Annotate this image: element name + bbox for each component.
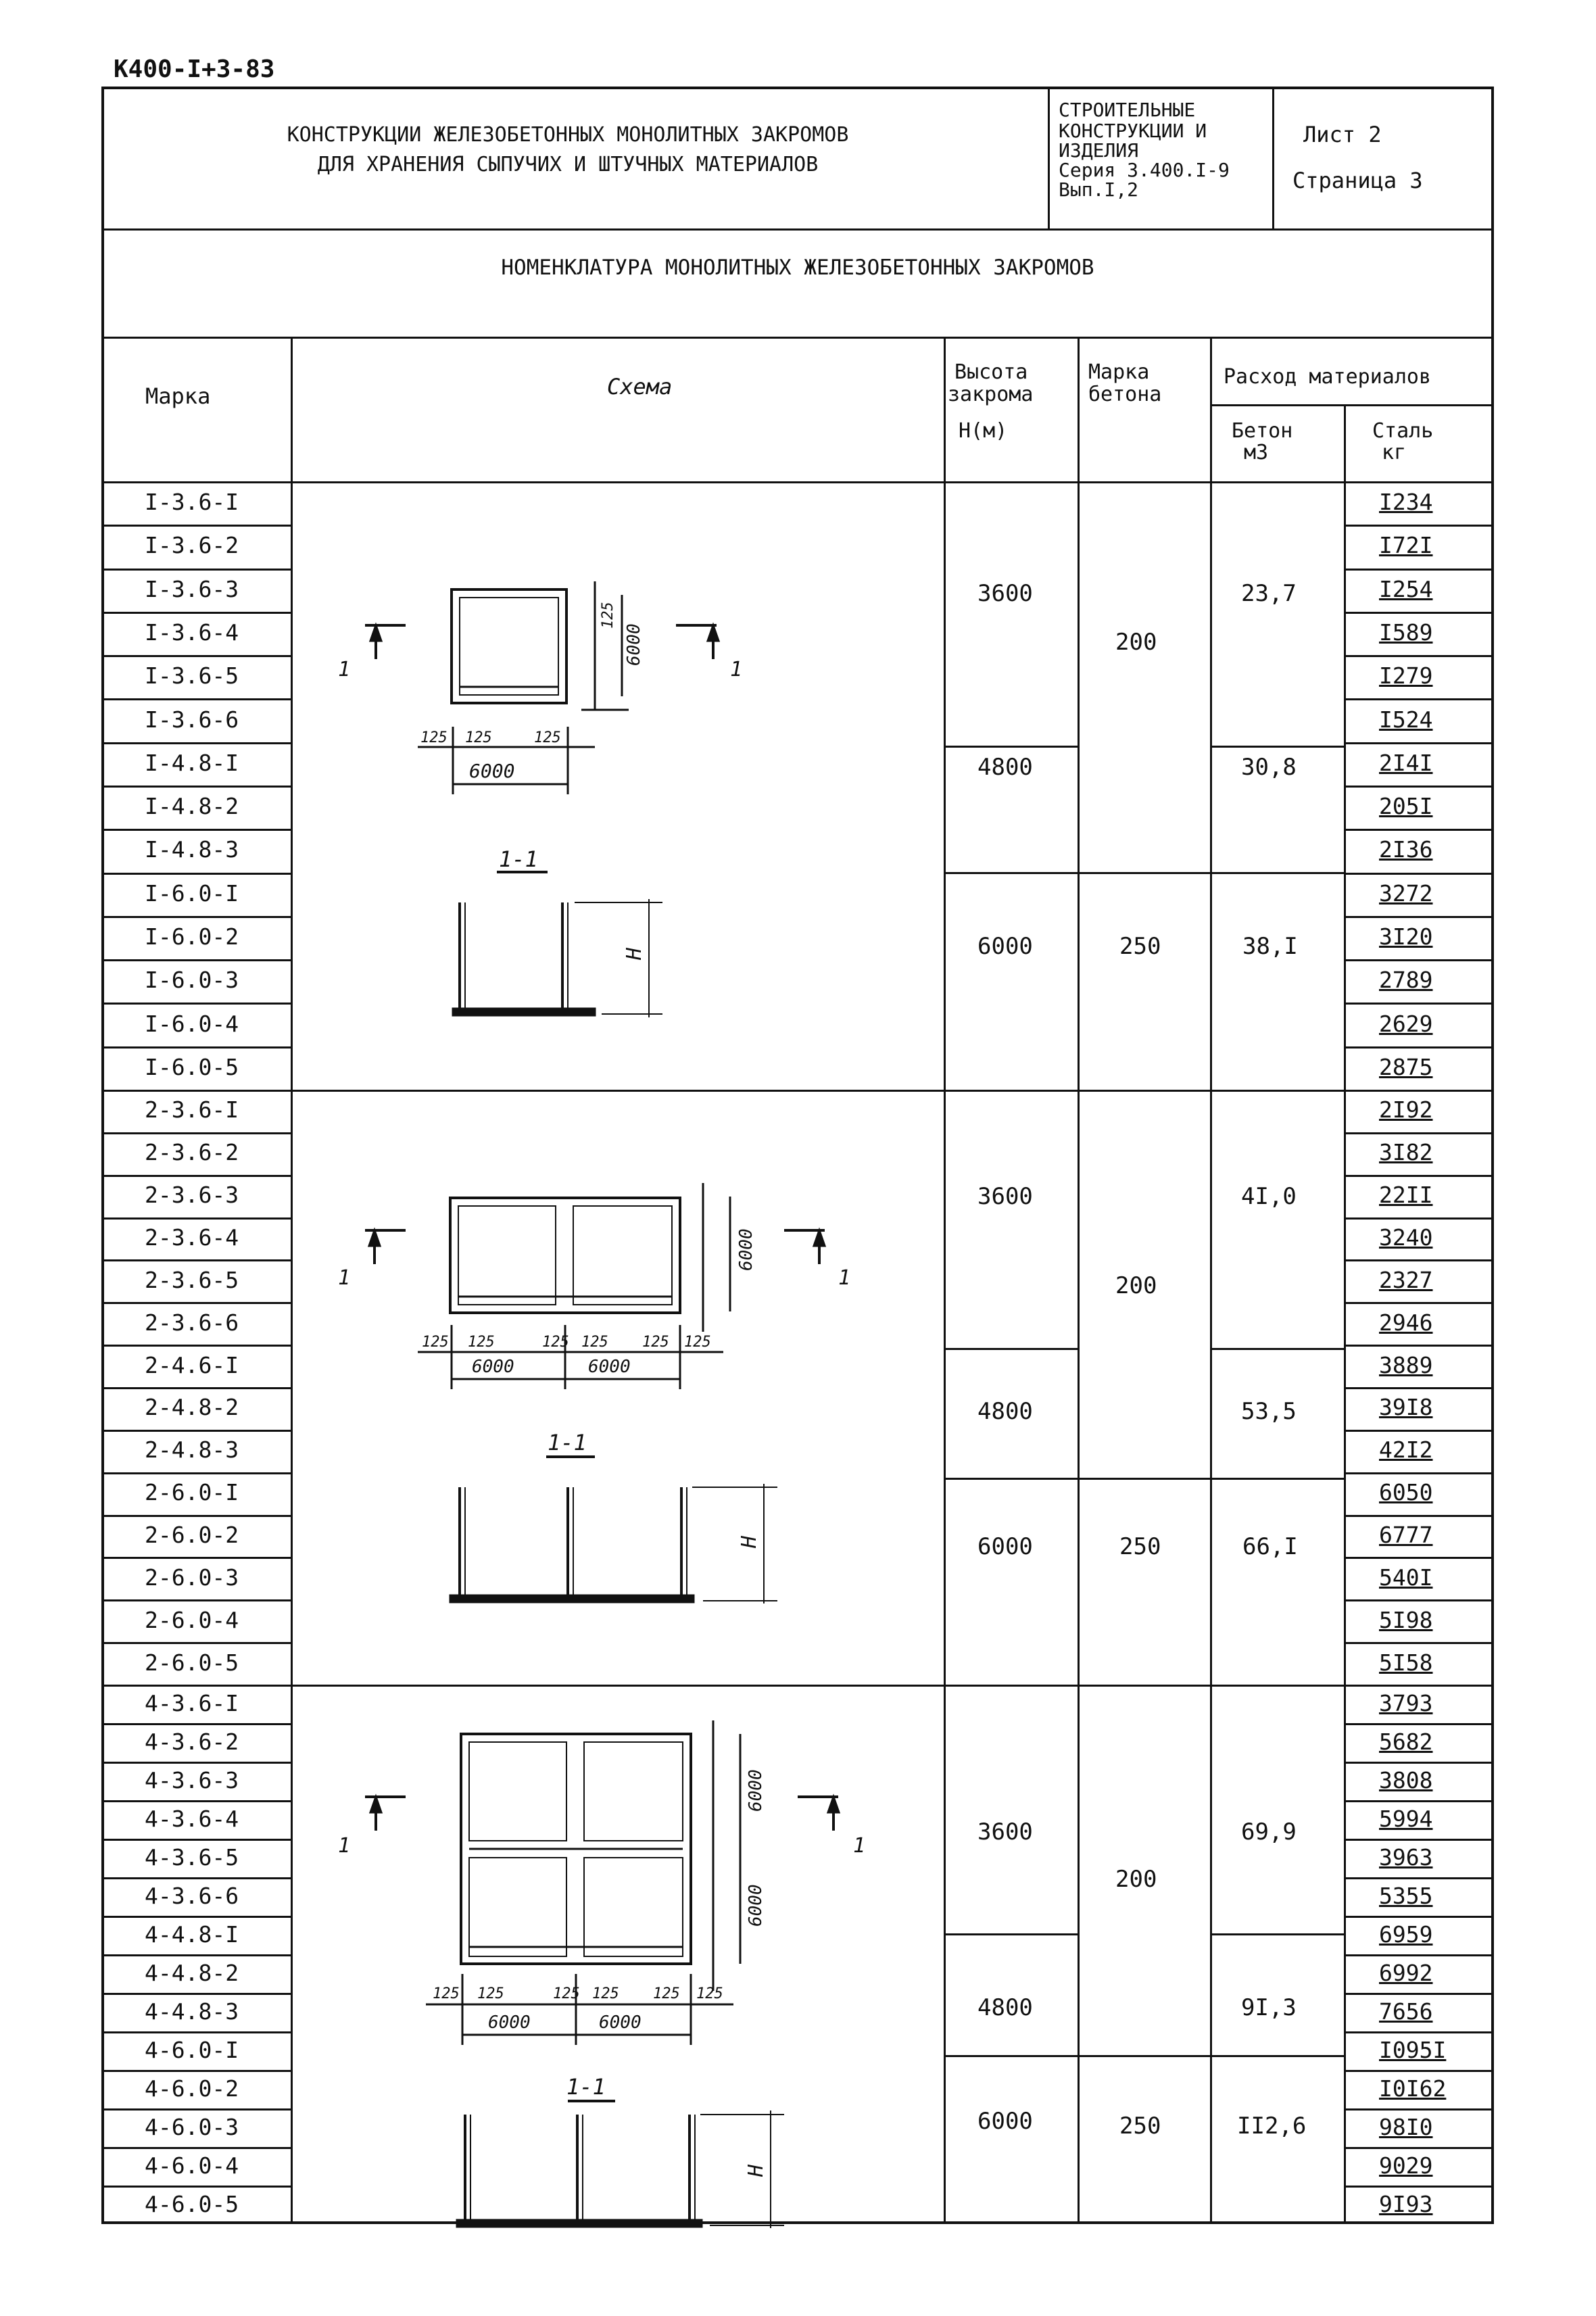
g3-dim-6000-bottom: 6000 (746, 1884, 766, 1927)
row-steel: 3963 (1379, 1843, 1433, 1871)
row-mark: І-4.8-2 (145, 793, 239, 820)
series-line-5: Вып.І,2 (1059, 178, 1139, 201)
row-divider-steel (1344, 1345, 1494, 1347)
g3-wall-3: 125 (553, 1985, 580, 2002)
row-mark: І-6.0-3 (145, 967, 239, 994)
col-header-height-1: Высота (954, 360, 1028, 384)
row-mark: І-4.8-І (145, 749, 239, 776)
g2-height-3600: 3600 (977, 1183, 1033, 1210)
g2-grade-200: 200 (1115, 1272, 1157, 1299)
row-mark: 2-4.8-2 (145, 1394, 239, 1421)
g3-wall-5: 125 (653, 1985, 680, 2002)
document-code: К400-І+3-83 (114, 55, 275, 83)
row-mark: 2-3.6-6 (145, 1309, 239, 1336)
row-steel: 7656 (1379, 1998, 1433, 2025)
g2-section-mark-left: 1 (338, 1266, 351, 1290)
g3-dim-6000-top: 6000 (746, 1769, 766, 1812)
row-divider-steel (1344, 2031, 1494, 2033)
series-line-3: ИЗДЕЛИЯ (1059, 139, 1139, 162)
g2-grade-250: 250 (1119, 1533, 1161, 1560)
row-divider-mark (101, 1839, 291, 1841)
row-divider-mark (101, 1302, 291, 1304)
row-divider-steel (1344, 1642, 1494, 1644)
row-steel: 6992 (1379, 1959, 1433, 1986)
g1-section-title: 1-1 (499, 846, 538, 872)
row-divider-steel (1344, 1723, 1494, 1725)
row-divider-steel (1344, 525, 1494, 527)
row-divider-mark (101, 786, 291, 788)
row-mark: 4-3.6-2 (145, 1728, 239, 1755)
col-header-scheme: Схема (607, 374, 673, 400)
row-steel: І095І (1379, 2036, 1447, 2063)
row-divider-mark (101, 1175, 291, 1177)
row-divider-steel (1344, 1132, 1494, 1134)
row-divider-mark (101, 829, 291, 831)
row-mark: 2-3.6-5 (145, 1266, 239, 1293)
row-divider-steel (1344, 916, 1494, 918)
g2-wall-5: 125 (642, 1334, 669, 1351)
g1-span-label: 6000 (469, 760, 515, 782)
row-mark: 2-6.0-5 (145, 1649, 239, 1676)
g1-wall-2: 125 (465, 729, 492, 746)
row-steel: І0І62 (1379, 2075, 1447, 2102)
row-divider-mark (101, 1800, 291, 1802)
row-divider-steel (1344, 1993, 1494, 1995)
row-steel: І254 (1379, 575, 1433, 602)
row-divider-mark (101, 873, 291, 875)
row-divider-mark (101, 2147, 291, 2149)
row-steel: 2І36 (1379, 836, 1433, 863)
row-steel: 3272 (1379, 879, 1433, 907)
g1-height-label: H (623, 947, 646, 960)
row-divider-steel (1344, 1217, 1494, 1220)
row-divider-steel (1344, 2108, 1494, 2110)
row-steel: 42І2 (1379, 1437, 1433, 1464)
row-divider-steel (1344, 655, 1494, 657)
row-divider-mark (101, 1217, 291, 1220)
row-steel: 3І82 (1379, 1139, 1433, 1166)
row-divider-steel (1344, 1387, 1494, 1389)
row-mark: 4-4.8-2 (145, 1959, 239, 1986)
row-mark: І-6.0-2 (145, 923, 239, 950)
row-mark: І-3.6-5 (145, 662, 239, 690)
g3-height-label: H (744, 2164, 768, 2177)
g1-height-4800: 4800 (977, 754, 1033, 781)
row-divider-steel (1344, 1175, 1494, 1177)
row-mark: 2-4.8-3 (145, 1437, 239, 1464)
row-mark: 4-3.6-4 (145, 1805, 239, 1832)
col-header-materials: Расход материалов (1224, 365, 1432, 389)
row-divider-steel (1344, 612, 1494, 614)
g3-height-6000: 6000 (977, 2108, 1033, 2135)
g2-wall-4: 125 (581, 1334, 608, 1351)
g2-height-4800: 4800 (977, 1398, 1033, 1425)
row-divider-steel (1344, 698, 1494, 700)
row-divider-steel (1344, 742, 1494, 744)
g3-section-title: 1-1 (566, 2074, 606, 2100)
row-divider-mark (101, 959, 291, 961)
row-mark: 2-6.0-4 (145, 1606, 239, 1633)
row-divider-mark (101, 916, 291, 918)
g2-concrete-2: 53,5 (1241, 1398, 1297, 1425)
row-steel: 6777 (1379, 1522, 1433, 1548)
row-divider-steel (1344, 1839, 1494, 1841)
row-steel: 2875 (1379, 1053, 1433, 1080)
row-mark: І-6.0-І (145, 879, 239, 907)
row-mark: 4-4.8-І (145, 1921, 239, 1948)
row-steel: 205І (1379, 793, 1433, 820)
row-mark: І-3.6-6 (145, 706, 239, 733)
row-divider-mark (101, 742, 291, 744)
row-divider-mark (101, 612, 291, 614)
row-divider-mark (101, 1954, 291, 1956)
g1-section-mark-right: 1 (730, 658, 743, 681)
row-divider-mark (101, 1916, 291, 1918)
g1-dim-6000: 6000 (624, 623, 644, 666)
row-steel: 2І92 (1379, 1096, 1433, 1124)
g3-section-mark-right: 1 (853, 1834, 866, 1858)
col-header-steel-2: кг (1382, 441, 1407, 464)
row-steel: І524 (1379, 706, 1433, 733)
sheet-number: Лист 2 (1303, 122, 1382, 147)
row-steel: 3889 (1379, 1351, 1433, 1378)
row-mark: І-3.6-4 (145, 619, 239, 646)
row-divider-mark (101, 1003, 291, 1005)
g2-span-label-1: 6000 (472, 1357, 514, 1377)
g2-height-label: H (737, 1535, 761, 1548)
row-steel: 5І98 (1379, 1606, 1433, 1633)
row-divider-steel (1344, 873, 1494, 875)
row-divider-mark (101, 1132, 291, 1134)
row-mark: І-4.8-3 (145, 836, 239, 863)
g3-wall-2: 125 (477, 1985, 504, 2002)
row-steel: 6959 (1379, 1921, 1433, 1948)
row-steel: 2327 (1379, 1266, 1433, 1293)
g3-wall-4: 125 (592, 1985, 619, 2002)
row-steel: 9І93 (1379, 2190, 1433, 2217)
row-divider-mark (101, 1515, 291, 1517)
col-header-concrete-1: Бетон (1232, 419, 1293, 443)
row-mark: 2-4.6-І (145, 1351, 239, 1378)
row-steel: 2І4І (1379, 749, 1433, 776)
series-line-4: Серия 3.400.І-9 (1059, 159, 1230, 181)
row-divider-steel (1344, 1762, 1494, 1764)
g1-section-mark-left: 1 (338, 658, 351, 681)
g3-height-4800: 4800 (977, 1994, 1033, 2021)
row-divider-steel (1344, 786, 1494, 788)
header-title-line-2: ДЛЯ ХРАНЕНИЯ СЫПУЧИХ И ШТУЧНЫХ МАТЕРИАЛОВ (317, 153, 819, 176)
g1-wall-3: 125 (534, 729, 561, 746)
row-mark: І-3.6-3 (145, 575, 239, 602)
row-divider-mark (101, 1046, 291, 1048)
row-divider-mark (101, 1599, 291, 1601)
col-header-grade-1: Марка (1088, 360, 1150, 384)
row-divider-mark (101, 525, 291, 527)
row-divider-mark (101, 1345, 291, 1347)
g1-concrete-1: 23,7 (1241, 580, 1297, 607)
row-steel: 3808 (1379, 1766, 1433, 1793)
col-header-steel-1: Сталь (1372, 419, 1434, 443)
g3-concrete-2: 9І,3 (1241, 1994, 1297, 2021)
row-mark: 2-6.0-3 (145, 1564, 239, 1591)
row-divider-steel (1344, 959, 1494, 961)
g2-wall-6: 125 (684, 1334, 711, 1351)
g2-section-title: 1-1 (548, 1430, 587, 1455)
row-divider-mark (101, 569, 291, 571)
g2-wall-2: 125 (468, 1334, 495, 1351)
row-divider-mark (101, 2186, 291, 2188)
g1-grade-250: 250 (1119, 933, 1161, 960)
section-title: НОМЕНКЛАТУРА МОНОЛИТНЫХ ЖЕЛЕЗОБЕТОННЫХ ЗАКРОМОВ (501, 256, 1094, 280)
g1-wall-1: 125 (420, 729, 448, 746)
col-header-concrete-2: м3 (1244, 441, 1269, 464)
g2-dim-6000: 6000 (736, 1228, 756, 1271)
col-header-grade-2: бетона (1088, 383, 1162, 406)
row-mark: 2-3.6-4 (145, 1224, 239, 1251)
g2-concrete-3: 66,І (1242, 1533, 1298, 1560)
g3-span-label-1: 6000 (488, 2012, 531, 2033)
g2-concrete-1: 4І,0 (1241, 1183, 1297, 1210)
row-steel: 98І0 (1379, 2113, 1433, 2140)
row-steel: 5682 (1379, 1728, 1433, 1755)
row-mark: 2-3.6-2 (145, 1139, 239, 1166)
row-divider-steel (1344, 1916, 1494, 1918)
row-divider-mark (101, 2108, 291, 2110)
row-divider-steel (1344, 569, 1494, 571)
row-divider-steel (1344, 1046, 1494, 1048)
row-divider-steel (1344, 1800, 1494, 1802)
row-steel: 22ІІ (1379, 1182, 1433, 1209)
row-mark: 4-3.6-5 (145, 1843, 239, 1871)
row-mark: 4-3.6-3 (145, 1766, 239, 1793)
row-mark: 4-6.0-4 (145, 2152, 239, 2179)
g1-grade-200: 200 (1115, 629, 1157, 656)
g3-section-mark-left: 1 (338, 1834, 351, 1858)
row-steel: 2629 (1379, 1010, 1433, 1037)
row-divider-mark (101, 1387, 291, 1389)
row-divider-mark (101, 1642, 291, 1644)
row-divider-mark (101, 1259, 291, 1261)
g1-height-6000: 6000 (977, 933, 1033, 960)
g2-height-6000: 6000 (977, 1533, 1033, 1560)
row-mark: І-6.0-4 (145, 1010, 239, 1037)
row-divider-steel (1344, 1003, 1494, 1005)
g1-concrete-3: 38,І (1242, 933, 1298, 960)
row-mark: 4-6.0-2 (145, 2075, 239, 2102)
header-title-line-1: КОНСТРУКЦИИ ЖЕЛЕЗОБЕТОННЫХ МОНОЛИТНЫХ ЗАКРОМОВ (287, 123, 849, 147)
g3-grade-200: 200 (1115, 1866, 1157, 1893)
row-mark: І-3.6-2 (145, 532, 239, 559)
g3-wall-6: 125 (696, 1985, 723, 2002)
row-mark: 4-6.0-І (145, 2036, 239, 2063)
row-divider-mark (101, 1877, 291, 1879)
page-number: Страница 3 (1292, 168, 1423, 193)
row-mark: 4-4.8-3 (145, 1998, 239, 2025)
row-steel: 3І20 (1379, 923, 1433, 950)
row-mark: 4-6.0-3 (145, 2113, 239, 2140)
g3-wall-1: 125 (433, 1985, 460, 2002)
row-steel: 9029 (1379, 2152, 1433, 2179)
row-steel: 2789 (1379, 967, 1433, 994)
row-divider-steel (1344, 1557, 1494, 1559)
row-mark: 4-3.6-І (145, 1689, 239, 1716)
row-divider-mark (101, 1472, 291, 1474)
row-divider-mark (101, 1762, 291, 1764)
row-divider-mark (101, 655, 291, 657)
row-mark: 2-3.6-3 (145, 1182, 239, 1209)
row-divider-steel (1344, 1259, 1494, 1261)
g3-concrete-3: ІІ2,6 (1237, 2113, 1307, 2140)
col-header-mark: Марка (145, 383, 211, 409)
g2-wall-3: 125 (542, 1334, 569, 1351)
g1-wall-4: 125 (600, 602, 616, 629)
row-steel: І279 (1379, 662, 1433, 690)
g2-span-label-2: 6000 (588, 1357, 631, 1377)
row-divider-steel (1344, 1954, 1494, 1956)
row-mark: 4-3.6-6 (145, 1882, 239, 1909)
g3-span-label-2: 6000 (599, 2012, 642, 2033)
row-divider-steel (1344, 1430, 1494, 1432)
row-steel: 5994 (1379, 1805, 1433, 1832)
row-steel: 3240 (1379, 1224, 1433, 1251)
row-divider-mark (101, 2031, 291, 2033)
row-divider-steel (1344, 1877, 1494, 1879)
series-line-2: КОНСТРУКЦИИ И (1059, 120, 1207, 142)
row-mark: І-3.6-І (145, 489, 239, 516)
row-divider-steel (1344, 1515, 1494, 1517)
g3-height-3600: 3600 (977, 1818, 1033, 1845)
row-steel: 6050 (1379, 1479, 1433, 1506)
row-divider-steel (1344, 2070, 1494, 2072)
row-divider-steel (1344, 2147, 1494, 2149)
row-steel: І589 (1379, 619, 1433, 646)
row-divider-mark (101, 698, 291, 700)
col-header-height-3: Н(м) (959, 419, 1008, 443)
row-steel: 3793 (1379, 1689, 1433, 1716)
row-mark: І-6.0-5 (145, 1053, 239, 1080)
row-steel: І72І (1379, 532, 1433, 559)
row-divider-mark (101, 1723, 291, 1725)
row-divider-steel (1344, 1599, 1494, 1601)
row-mark: 2-6.0-2 (145, 1522, 239, 1548)
row-steel: І234 (1379, 489, 1433, 516)
row-steel: 39І8 (1379, 1394, 1433, 1421)
row-divider-mark (101, 2070, 291, 2072)
row-divider-steel (1344, 1472, 1494, 1474)
row-steel: 540І (1379, 1564, 1433, 1591)
g1-height-3600: 3600 (977, 580, 1033, 607)
g2-wall-1: 125 (422, 1334, 449, 1351)
row-steel: 5355 (1379, 1882, 1433, 1909)
series-line-1: СТРОИТЕЛЬНЫЕ (1059, 99, 1196, 121)
col-header-height-2: закрома (948, 383, 1034, 406)
row-divider-steel (1344, 1302, 1494, 1304)
g3-grade-250: 250 (1119, 2113, 1161, 2140)
row-divider-steel (1344, 829, 1494, 831)
g2-section-mark-right: 1 (838, 1266, 851, 1290)
g3-concrete-1: 69,9 (1241, 1818, 1297, 1845)
row-mark: 2-6.0-І (145, 1479, 239, 1506)
g1-concrete-2: 30,8 (1241, 754, 1297, 781)
table-frame (101, 87, 1494, 2224)
row-divider-mark (101, 1430, 291, 1432)
row-steel: 2946 (1379, 1309, 1433, 1336)
row-steel: 5І58 (1379, 1649, 1433, 1676)
row-divider-steel (1344, 2186, 1494, 2188)
row-divider-mark (101, 1993, 291, 1995)
row-divider-mark (101, 1557, 291, 1559)
row-mark: 4-6.0-5 (145, 2190, 239, 2217)
row-mark: 2-3.6-І (145, 1096, 239, 1124)
